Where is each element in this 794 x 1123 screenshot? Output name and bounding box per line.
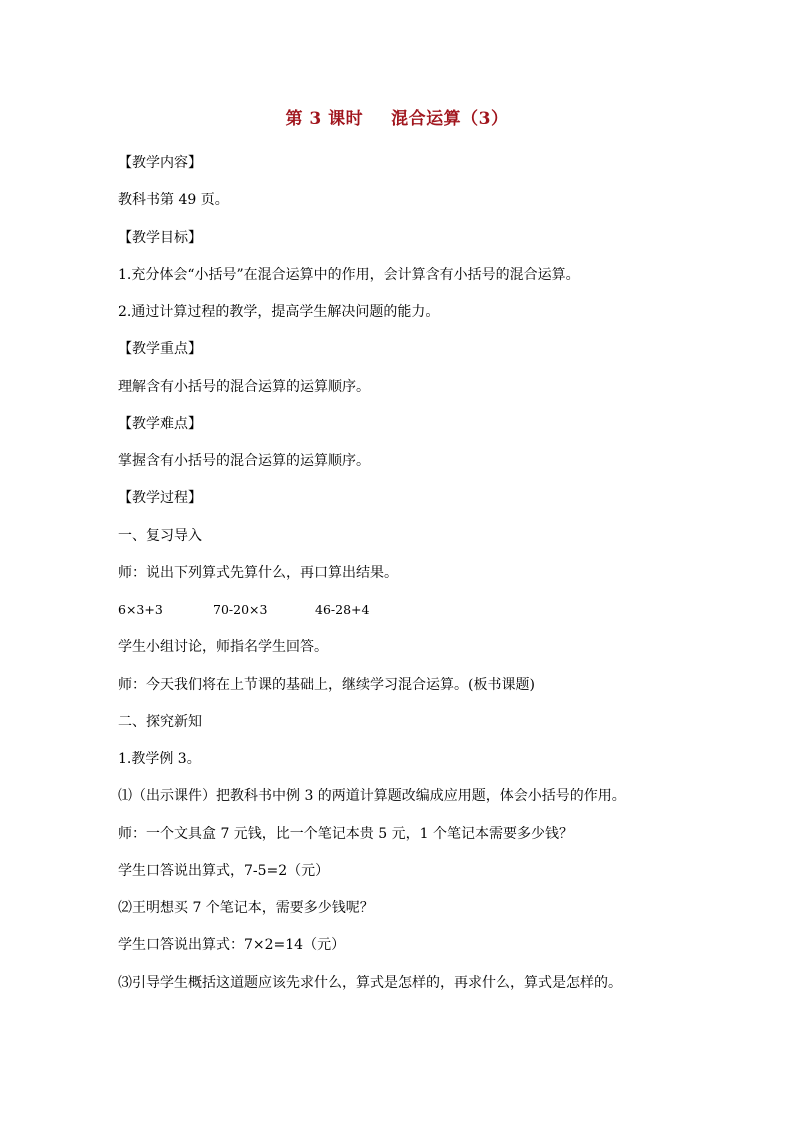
lesson-topic: 混合运算（3） xyxy=(391,109,509,129)
subsection-review: 一、复习导入 xyxy=(118,528,202,544)
paragraph-step-2: ⑵王明想买 7 个笔记本，需要多少钱呢？ xyxy=(118,900,374,916)
subsection-explore: 二、探究新知 xyxy=(118,714,202,730)
paragraph-teacher-3: 师：一个文具盒 7 元钱，比一个笔记本贵 5 元，1 个笔记本需要多少钱？ xyxy=(118,826,573,842)
paragraph-content: 教科书第 49 页。 xyxy=(118,192,229,208)
lesson-title xyxy=(0,104,794,129)
section-heading-key: 【教学重点】 xyxy=(118,341,202,357)
paragraph-teacher-1: 师：说出下列算式先算什么，再口算出结果。 xyxy=(118,565,398,581)
paragraph-example-1: 1.教学例 3。 xyxy=(118,751,201,767)
lesson-number: 第 3 课时 xyxy=(285,109,364,129)
paragraph-key: 理解含有小括号的混合运算的运算顺序。 xyxy=(118,379,370,395)
formula-item: 46-28+4 xyxy=(315,602,370,617)
section-heading-content: 【教学内容】 xyxy=(118,155,202,171)
section-heading-goals: 【教学目标】 xyxy=(118,230,202,246)
paragraph-step-3: ⑶引导学生概括这道题应该先求什么，算式是怎样的，再求什么，算式是怎样的。 xyxy=(118,975,622,991)
paragraph-student-1: 学生小组讨论，师指名学生回答。 xyxy=(118,639,328,655)
paragraph-step-1: ⑴（出示课件）把教科书中例 3 的两道计算题改编成应用题，体会小括号的作用。 xyxy=(118,788,626,804)
paragraph-goal-1: 1.充分体会“小括号”在混合运算中的作用，会计算含有小括号的混合运算。 xyxy=(118,267,580,283)
paragraph-student-3: 学生口答说出算式：7×2=14（元） xyxy=(118,937,346,953)
section-heading-process: 【教学过程】 xyxy=(118,490,202,506)
formula-item: 70-20×3 xyxy=(213,602,268,617)
paragraph-goal-2: 2.通过计算过程的教学，提高学生解决问题的能力。 xyxy=(118,304,440,320)
section-heading-difficulty: 【教学难点】 xyxy=(118,416,202,432)
paragraph-difficulty: 掌握含有小括号的混合运算的运算顺序。 xyxy=(118,453,370,469)
formula-item: 6×3+3 xyxy=(118,602,163,617)
paragraph-student-2: 学生口答说出算式，7-5=2（元） xyxy=(118,863,330,879)
paragraph-teacher-2: 师：今天我们将在上节课的基础上，继续学习混合运算。(板书课题) xyxy=(118,677,535,693)
